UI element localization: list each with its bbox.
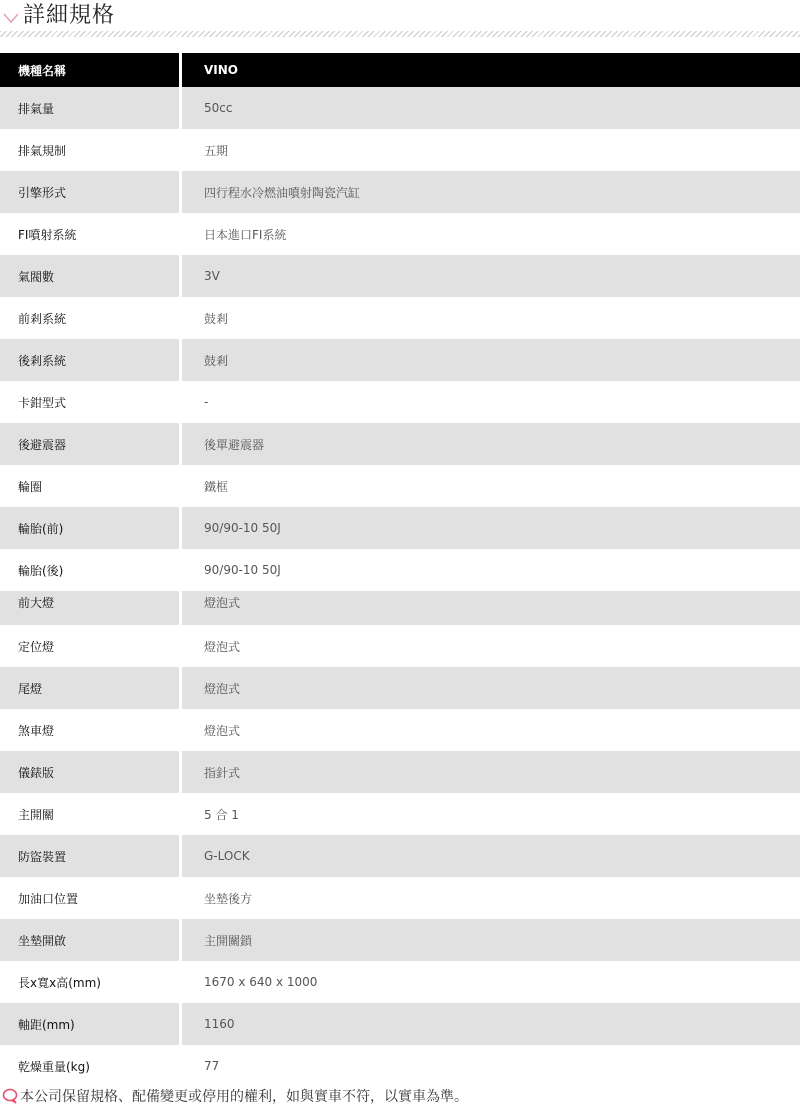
spec-value: G-LOCK bbox=[182, 835, 800, 877]
spec-value: 四行程水冷燃油噴射陶瓷汽缸 bbox=[182, 171, 800, 213]
table-row bbox=[0, 591, 800, 625]
spec-label: 軸距(mm) bbox=[0, 1003, 179, 1045]
spec-value: 77 bbox=[182, 1045, 800, 1087]
table-row bbox=[0, 255, 800, 297]
table-row bbox=[0, 1045, 800, 1087]
table-row bbox=[0, 381, 800, 423]
spec-value: 鼓剎 bbox=[182, 297, 800, 339]
table-row bbox=[0, 961, 800, 1003]
spec-label: 後剎系統 bbox=[0, 339, 179, 381]
spec-label: 前大燈 bbox=[0, 591, 179, 625]
table-row bbox=[0, 1003, 800, 1045]
table-row bbox=[0, 339, 800, 381]
spec-label: 輪胎(前) bbox=[0, 507, 179, 549]
spec-label: 輪圈 bbox=[0, 465, 179, 507]
table-row bbox=[0, 835, 800, 877]
table-row bbox=[0, 465, 800, 507]
table-row bbox=[0, 549, 800, 591]
table-header-row bbox=[0, 53, 800, 87]
spec-label: 氣閥數 bbox=[0, 255, 179, 297]
spec-label: 定位燈 bbox=[0, 625, 179, 667]
spec-value: 燈泡式 bbox=[182, 709, 800, 751]
spec-label: 防盜裝置 bbox=[0, 835, 179, 877]
spec-value: 燈泡式 bbox=[182, 667, 800, 709]
spec-label: 坐墊開啟 bbox=[0, 919, 179, 961]
table-row bbox=[0, 751, 800, 793]
spec-value: 5 合 1 bbox=[182, 793, 800, 835]
spec-value: 主開關鎖 bbox=[182, 919, 800, 961]
spec-value: 指針式 bbox=[182, 751, 800, 793]
table-row bbox=[0, 297, 800, 339]
spec-label: 乾燥重量(kg) bbox=[0, 1045, 179, 1087]
table-row bbox=[0, 667, 800, 709]
spec-value: - bbox=[182, 381, 800, 423]
spec-value: 坐墊後方 bbox=[182, 877, 800, 919]
spec-table bbox=[0, 53, 800, 1087]
table-row bbox=[0, 129, 800, 171]
spec-label: 卡鉗型式 bbox=[0, 381, 179, 423]
spec-value: 1160 bbox=[182, 1003, 800, 1045]
spec-label: 輪胎(後) bbox=[0, 549, 179, 591]
spec-value: 日本進口FI系統 bbox=[182, 213, 800, 255]
spec-label: 主開關 bbox=[0, 793, 179, 835]
spec-value: 90/90-10 50J bbox=[182, 549, 800, 591]
page-title: 詳細規格 bbox=[23, 3, 116, 28]
spec-label: 煞車燈 bbox=[0, 709, 179, 751]
header-label-cell: 機種名稱 bbox=[0, 53, 179, 87]
table-row bbox=[0, 507, 800, 549]
table-row bbox=[0, 793, 800, 835]
spec-value: 3V bbox=[182, 255, 800, 297]
spec-label: 後避震器 bbox=[0, 423, 179, 465]
spec-label: 長x寬x高(mm) bbox=[0, 961, 179, 1003]
section-header bbox=[0, 0, 800, 40]
table-row bbox=[0, 213, 800, 255]
spec-value: 1670 x 640 x 1000 bbox=[182, 961, 800, 1003]
spec-value: 鐵框 bbox=[182, 465, 800, 507]
spec-label: 尾燈 bbox=[0, 667, 179, 709]
table-row bbox=[0, 87, 800, 129]
table-row bbox=[0, 423, 800, 465]
table-row bbox=[0, 171, 800, 213]
spec-value: 燈泡式 bbox=[182, 625, 800, 667]
spec-value: 鼓剎 bbox=[182, 339, 800, 381]
spec-label: 加油口位置 bbox=[0, 877, 179, 919]
spec-value: 90/90-10 50J bbox=[182, 507, 800, 549]
disclaimer bbox=[2, 1086, 468, 1106]
table-row bbox=[0, 919, 800, 961]
spec-value: 五期 bbox=[182, 129, 800, 171]
header-divider bbox=[0, 31, 800, 37]
table-row bbox=[0, 709, 800, 751]
spec-label: 儀錶版 bbox=[0, 751, 179, 793]
spec-label: 引擎形式 bbox=[0, 171, 179, 213]
header-value-cell: VINO bbox=[182, 53, 800, 87]
disclaimer-text: 本公司保留規格、配備變更或停用的權利，如與實車不符，以實車為準。 bbox=[20, 1089, 468, 1105]
spec-label: 排氣量 bbox=[0, 87, 179, 129]
spec-label: 前剎系統 bbox=[0, 297, 179, 339]
table-row bbox=[0, 625, 800, 667]
spec-value: 50cc bbox=[182, 87, 800, 129]
table-row bbox=[0, 877, 800, 919]
spec-label: FI噴射系統 bbox=[0, 213, 179, 255]
spec-value: 後單避震器 bbox=[182, 423, 800, 465]
speech-bubble-icon bbox=[2, 1088, 18, 1104]
chevron-down-icon bbox=[2, 9, 20, 27]
spec-value: 燈泡式 bbox=[182, 591, 800, 625]
spec-label: 排氣規制 bbox=[0, 129, 179, 171]
